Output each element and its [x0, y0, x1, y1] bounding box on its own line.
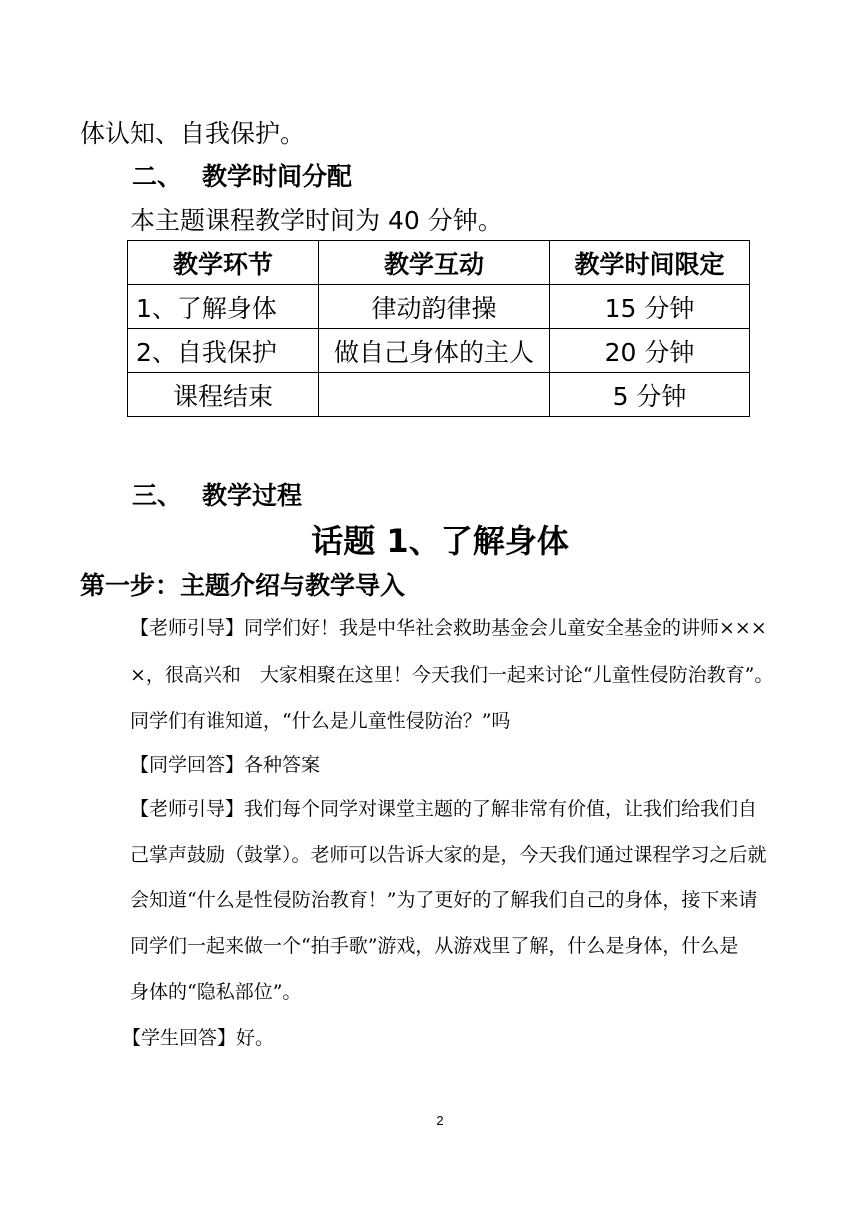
paragraph-line: 同学们有谁知道，“什么是儿童性侵防治？”吗 [130, 710, 511, 732]
table-header-row [128, 241, 750, 285]
table-row [128, 329, 750, 373]
paragraph-line: ×，很高兴和 大家相聚在这里！今天我们一起来讨论“儿童性侵防治教育”。 [130, 664, 774, 686]
topic-title: 话题 1、了解身体 [311, 522, 569, 560]
step-title: 第一步：主题介绍与教学导入 [80, 571, 406, 600]
paragraph-line: 【学生回答】好。 [122, 1027, 275, 1049]
paragraph-line: 【同学回答】各种答案 [130, 754, 321, 776]
time-allocation-table [127, 240, 750, 417]
paragraph-line: 会知道“什么是性侵防治教育！”为了更好的了解我们自己的身体，接下来请 [130, 889, 758, 911]
paragraph-line: 【老师引导】我们每个同学对课堂主题的了解非常有价值，让我们给我们自 [130, 798, 758, 820]
paragraph-line: 己掌声鼓励（鼓掌）。老师可以告诉大家的是，今天我们通过课程学习之后就 [130, 844, 767, 866]
table-cell: 课程结束 [128, 373, 319, 417]
table-header-cell: 教学时间限定 [550, 241, 750, 285]
table-cell: 1、了解身体 [128, 285, 319, 329]
table-cell: 2、自我保护 [128, 329, 319, 373]
section-title: 教学过程 [202, 481, 303, 510]
section-heading-teaching-process [132, 476, 302, 512]
section-heading-time-allocation [132, 157, 352, 193]
paragraph-line: 同学们一起来做一个“拍手歌”游戏，从游戏里了解，什么是身体，什么是 [130, 935, 739, 957]
table-header-cell: 教学互动 [319, 241, 550, 285]
table-cell: 律动韵律操 [319, 285, 550, 329]
paragraph-line: 身体的“隐私部位”。 [130, 981, 302, 1003]
table-cell: 5 分钟 [550, 373, 750, 417]
table-cell: 20 分钟 [550, 329, 750, 373]
intro-tail-text: 体认知、自我保护。 [80, 119, 306, 148]
section-title: 教学时间分配 [202, 162, 353, 191]
table-header-cell: 教学环节 [128, 241, 319, 285]
page-number: 2 [436, 1113, 444, 1128]
table-cell [319, 373, 550, 417]
section-number: 二、 [132, 162, 183, 191]
paragraph-line: 【老师引导】同学们好！我是中华社会救助基金会儿童安全基金的讲师××× [130, 617, 767, 639]
table-row [128, 373, 750, 417]
section-number: 三、 [132, 481, 183, 510]
table-cell: 15 分钟 [550, 285, 750, 329]
time-note: 本主题课程教学时间为 40 分钟。 [130, 206, 503, 235]
table-cell: 做自己身体的主人 [319, 329, 550, 373]
table-row [128, 285, 750, 329]
